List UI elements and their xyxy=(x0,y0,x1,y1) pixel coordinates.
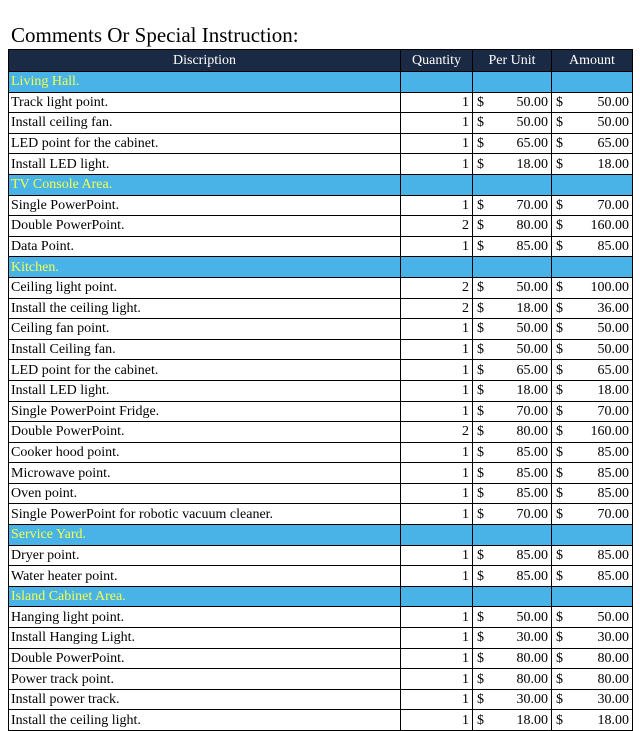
section-cell xyxy=(401,257,473,278)
item-per-unit xyxy=(473,483,552,504)
section-cell xyxy=(552,257,633,278)
currency-symbol: $ xyxy=(477,547,484,563)
column-header-amount: Amount xyxy=(552,50,633,72)
table-row xyxy=(9,607,633,628)
currency-symbol: $ xyxy=(556,218,563,234)
section-cell xyxy=(473,72,552,93)
section-cell xyxy=(552,72,633,93)
currency-symbol: $ xyxy=(556,547,563,563)
item-description: Track light point. xyxy=(9,92,401,113)
currency-symbol: $ xyxy=(477,486,484,502)
item-per-unit xyxy=(473,298,552,319)
currency-symbol: $ xyxy=(477,465,484,481)
currency-symbol: $ xyxy=(477,671,484,687)
item-amount xyxy=(552,483,633,504)
currency-symbol: $ xyxy=(477,362,484,378)
table-row xyxy=(9,133,633,154)
amount-value: 85.00 xyxy=(597,568,629,584)
amount-value: 50.00 xyxy=(597,321,629,337)
per-unit-value: 18.00 xyxy=(516,156,548,172)
amount-value: 85.00 xyxy=(597,239,629,255)
item-description: LED point for the cabinet. xyxy=(9,133,401,154)
item-quantity: 1 xyxy=(401,648,473,669)
section-cell xyxy=(552,525,633,546)
table-row xyxy=(9,689,633,710)
amount-value: 80.00 xyxy=(597,671,629,687)
column-header-per-unit: Per Unit xyxy=(473,50,552,72)
table-row xyxy=(9,113,633,134)
item-amount xyxy=(552,545,633,566)
per-unit-value: 50.00 xyxy=(516,321,548,337)
item-amount xyxy=(552,195,633,216)
item-per-unit xyxy=(473,319,552,340)
item-quantity: 1 xyxy=(401,463,473,484)
currency-symbol: $ xyxy=(556,383,563,399)
section-label: TV Console Area. xyxy=(9,174,401,195)
per-unit-value: 18.00 xyxy=(516,712,548,728)
amount-value: 70.00 xyxy=(597,197,629,213)
item-per-unit xyxy=(473,442,552,463)
per-unit-value: 85.00 xyxy=(516,547,548,563)
section-cell xyxy=(473,257,552,278)
table-row xyxy=(9,483,633,504)
item-amount xyxy=(552,648,633,669)
item-quantity: 1 xyxy=(401,689,473,710)
table-header-row xyxy=(9,50,633,72)
section-row xyxy=(9,72,633,93)
currency-symbol: $ xyxy=(477,403,484,419)
item-amount xyxy=(552,566,633,587)
section-label: Living Hall. xyxy=(9,72,401,93)
section-cell xyxy=(401,525,473,546)
table-row xyxy=(9,154,633,175)
per-unit-value: 85.00 xyxy=(516,465,548,481)
table-row xyxy=(9,92,633,113)
item-per-unit xyxy=(473,628,552,649)
per-unit-value: 65.00 xyxy=(516,362,548,378)
currency-symbol: $ xyxy=(477,218,484,234)
currency-symbol: $ xyxy=(477,136,484,152)
amount-value: 85.00 xyxy=(597,486,629,502)
item-amount xyxy=(552,422,633,443)
item-amount xyxy=(552,689,633,710)
item-quantity: 1 xyxy=(401,319,473,340)
currency-symbol: $ xyxy=(556,362,563,378)
per-unit-value: 70.00 xyxy=(516,197,548,213)
per-unit-value: 70.00 xyxy=(516,506,548,522)
column-header-quantity: Quantity xyxy=(401,50,473,72)
amount-value: 65.00 xyxy=(597,362,629,378)
currency-symbol: $ xyxy=(477,692,484,708)
currency-symbol: $ xyxy=(556,197,563,213)
section-cell xyxy=(401,72,473,93)
item-description: Microwave point. xyxy=(9,463,401,484)
item-quantity: 1 xyxy=(401,133,473,154)
item-quantity: 1 xyxy=(401,154,473,175)
item-quantity: 1 xyxy=(401,483,473,504)
item-description: Install the ceiling light. xyxy=(9,298,401,319)
item-description: Ceiling fan point. xyxy=(9,319,401,340)
section-row xyxy=(9,174,633,195)
per-unit-value: 80.00 xyxy=(516,424,548,440)
table-row xyxy=(9,277,633,298)
item-description: Oven point. xyxy=(9,483,401,504)
table-row xyxy=(9,566,633,587)
currency-symbol: $ xyxy=(556,342,563,358)
currency-symbol: $ xyxy=(556,486,563,502)
item-amount xyxy=(552,669,633,690)
currency-symbol: $ xyxy=(477,197,484,213)
item-per-unit xyxy=(473,545,552,566)
item-description: Install power track. xyxy=(9,689,401,710)
column-header-description: Discription xyxy=(9,50,401,72)
section-label: Kitchen. xyxy=(9,257,401,278)
currency-symbol: $ xyxy=(477,321,484,337)
amount-value: 70.00 xyxy=(597,506,629,522)
item-quantity: 1 xyxy=(401,195,473,216)
per-unit-value: 80.00 xyxy=(516,650,548,666)
currency-symbol: $ xyxy=(477,424,484,440)
item-quantity: 1 xyxy=(401,566,473,587)
amount-value: 80.00 xyxy=(597,650,629,666)
table-row xyxy=(9,195,633,216)
currency-symbol: $ xyxy=(477,300,484,316)
table-row xyxy=(9,628,633,649)
item-per-unit xyxy=(473,401,552,422)
item-description: Double PowerPoint. xyxy=(9,216,401,237)
item-per-unit xyxy=(473,236,552,257)
item-description: Install LED light. xyxy=(9,154,401,175)
item-amount xyxy=(552,113,633,134)
section-row xyxy=(9,525,633,546)
section-cell xyxy=(401,586,473,607)
item-description: Power track point. xyxy=(9,669,401,690)
item-amount xyxy=(552,92,633,113)
item-quantity: 1 xyxy=(401,92,473,113)
per-unit-value: 85.00 xyxy=(516,568,548,584)
item-per-unit xyxy=(473,113,552,134)
table-row xyxy=(9,710,633,731)
per-unit-value: 18.00 xyxy=(516,300,548,316)
amount-value: 70.00 xyxy=(597,403,629,419)
section-cell xyxy=(473,525,552,546)
currency-symbol: $ xyxy=(556,630,563,646)
item-quantity: 1 xyxy=(401,607,473,628)
currency-symbol: $ xyxy=(477,115,484,131)
per-unit-value: 80.00 xyxy=(516,671,548,687)
currency-symbol: $ xyxy=(556,671,563,687)
item-amount xyxy=(552,154,633,175)
per-unit-value: 30.00 xyxy=(516,692,548,708)
per-unit-value: 50.00 xyxy=(516,609,548,625)
item-amount xyxy=(552,236,633,257)
currency-symbol: $ xyxy=(477,280,484,296)
section-cell xyxy=(552,174,633,195)
per-unit-value: 65.00 xyxy=(516,136,548,152)
table-row xyxy=(9,298,633,319)
item-quantity: 1 xyxy=(401,669,473,690)
section-cell xyxy=(473,174,552,195)
item-per-unit xyxy=(473,710,552,731)
amount-value: 85.00 xyxy=(597,444,629,460)
section-cell xyxy=(473,586,552,607)
item-quantity: 1 xyxy=(401,401,473,422)
item-amount xyxy=(552,628,633,649)
table-row xyxy=(9,360,633,381)
per-unit-value: 18.00 xyxy=(516,383,548,399)
table-row xyxy=(9,463,633,484)
item-per-unit xyxy=(473,154,552,175)
per-unit-value: 85.00 xyxy=(516,486,548,502)
item-description: Single PowerPoint for robotic vacuum cleaner. xyxy=(9,504,401,525)
amount-value: 50.00 xyxy=(597,94,629,110)
section-label: Service Yard. xyxy=(9,525,401,546)
amount-value: 85.00 xyxy=(597,465,629,481)
item-amount xyxy=(552,710,633,731)
item-quantity: 1 xyxy=(401,236,473,257)
currency-symbol: $ xyxy=(477,712,484,728)
item-per-unit xyxy=(473,566,552,587)
item-amount xyxy=(552,607,633,628)
amount-value: 18.00 xyxy=(597,383,629,399)
currency-symbol: $ xyxy=(556,239,563,255)
currency-symbol: $ xyxy=(477,568,484,584)
section-cell xyxy=(401,174,473,195)
item-quantity: 1 xyxy=(401,360,473,381)
item-amount xyxy=(552,339,633,360)
currency-symbol: $ xyxy=(477,342,484,358)
currency-symbol: $ xyxy=(477,650,484,666)
item-description: Water heater point. xyxy=(9,566,401,587)
per-unit-value: 50.00 xyxy=(516,115,548,131)
item-description: Dryer point. xyxy=(9,545,401,566)
item-per-unit xyxy=(473,339,552,360)
item-per-unit xyxy=(473,422,552,443)
per-unit-value: 50.00 xyxy=(516,94,548,110)
currency-symbol: $ xyxy=(556,465,563,481)
item-quantity: 1 xyxy=(401,710,473,731)
item-amount xyxy=(552,360,633,381)
item-quantity: 2 xyxy=(401,277,473,298)
item-amount xyxy=(552,401,633,422)
item-quantity: 2 xyxy=(401,422,473,443)
item-quantity: 1 xyxy=(401,504,473,525)
per-unit-value: 80.00 xyxy=(516,218,548,234)
table-row xyxy=(9,545,633,566)
section-row xyxy=(9,586,633,607)
item-amount xyxy=(552,442,633,463)
table-row xyxy=(9,401,633,422)
item-per-unit xyxy=(473,607,552,628)
item-description: Data Point. xyxy=(9,236,401,257)
item-per-unit xyxy=(473,92,552,113)
item-per-unit xyxy=(473,380,552,401)
item-description: Install ceiling fan. xyxy=(9,113,401,134)
per-unit-value: 85.00 xyxy=(516,444,548,460)
item-amount xyxy=(552,133,633,154)
amount-value: 30.00 xyxy=(597,692,629,708)
table-row xyxy=(9,339,633,360)
item-amount xyxy=(552,504,633,525)
item-description: Ceiling light point. xyxy=(9,277,401,298)
item-per-unit xyxy=(473,689,552,710)
item-quantity: 1 xyxy=(401,113,473,134)
amount-value: 18.00 xyxy=(597,712,629,728)
per-unit-value: 85.00 xyxy=(516,239,548,255)
currency-symbol: $ xyxy=(477,506,484,522)
amount-value: 85.00 xyxy=(597,547,629,563)
item-quantity: 1 xyxy=(401,545,473,566)
item-quantity: 2 xyxy=(401,216,473,237)
per-unit-value: 70.00 xyxy=(516,403,548,419)
currency-symbol: $ xyxy=(556,156,563,172)
amount-value: 100.00 xyxy=(590,280,629,296)
currency-symbol: $ xyxy=(556,712,563,728)
table-row xyxy=(9,216,633,237)
per-unit-value: 30.00 xyxy=(516,630,548,646)
item-amount xyxy=(552,216,633,237)
currency-symbol: $ xyxy=(477,156,484,172)
item-per-unit xyxy=(473,669,552,690)
table-row xyxy=(9,442,633,463)
currency-symbol: $ xyxy=(477,609,484,625)
item-amount xyxy=(552,380,633,401)
currency-symbol: $ xyxy=(477,383,484,399)
section-row xyxy=(9,257,633,278)
item-quantity: 1 xyxy=(401,628,473,649)
table-row xyxy=(9,319,633,340)
section-cell xyxy=(552,586,633,607)
currency-symbol: $ xyxy=(556,136,563,152)
currency-symbol: $ xyxy=(477,239,484,255)
currency-symbol: $ xyxy=(556,115,563,131)
item-per-unit xyxy=(473,133,552,154)
item-per-unit xyxy=(473,360,552,381)
item-description: Double PowerPoint. xyxy=(9,648,401,669)
item-description: Install Hanging Light. xyxy=(9,628,401,649)
item-per-unit xyxy=(473,216,552,237)
item-description: Install the ceiling light. xyxy=(9,710,401,731)
currency-symbol: $ xyxy=(556,692,563,708)
item-quantity: 1 xyxy=(401,380,473,401)
page-title: Comments Or Special Instruction: xyxy=(11,23,299,47)
amount-value: 30.00 xyxy=(597,630,629,646)
table-row xyxy=(9,669,633,690)
amount-value: 18.00 xyxy=(597,156,629,172)
currency-symbol: $ xyxy=(556,424,563,440)
amount-value: 160.00 xyxy=(590,218,629,234)
item-description: Double PowerPoint. xyxy=(9,422,401,443)
currency-symbol: $ xyxy=(556,444,563,460)
item-description: Install Ceiling fan. xyxy=(9,339,401,360)
per-unit-value: 50.00 xyxy=(516,280,548,296)
amount-value: 65.00 xyxy=(597,136,629,152)
per-unit-value: 50.00 xyxy=(516,342,548,358)
table-row xyxy=(9,236,633,257)
amount-value: 36.00 xyxy=(597,300,629,316)
currency-symbol: $ xyxy=(556,280,563,296)
item-per-unit xyxy=(473,277,552,298)
currency-symbol: $ xyxy=(477,94,484,110)
item-per-unit xyxy=(473,195,552,216)
table-row xyxy=(9,648,633,669)
item-quantity: 1 xyxy=(401,339,473,360)
currency-symbol: $ xyxy=(556,321,563,337)
item-description: Install LED light. xyxy=(9,380,401,401)
table-body xyxy=(9,72,633,731)
table-row xyxy=(9,380,633,401)
amount-value: 160.00 xyxy=(590,424,629,440)
currency-symbol: $ xyxy=(477,444,484,460)
currency-symbol: $ xyxy=(556,609,563,625)
currency-symbol: $ xyxy=(556,506,563,522)
amount-value: 50.00 xyxy=(597,609,629,625)
item-per-unit xyxy=(473,648,552,669)
currency-symbol: $ xyxy=(556,650,563,666)
item-amount xyxy=(552,463,633,484)
item-per-unit xyxy=(473,463,552,484)
currency-symbol: $ xyxy=(556,300,563,316)
item-amount xyxy=(552,277,633,298)
item-description: Single PowerPoint. xyxy=(9,195,401,216)
section-label: Island Cabinet Area. xyxy=(9,586,401,607)
item-description: Hanging light point. xyxy=(9,607,401,628)
currency-symbol: $ xyxy=(556,94,563,110)
currency-symbol: $ xyxy=(556,568,563,584)
quotation-table xyxy=(8,49,633,731)
amount-value: 50.00 xyxy=(597,115,629,131)
item-per-unit xyxy=(473,504,552,525)
currency-symbol: $ xyxy=(556,403,563,419)
item-amount xyxy=(552,298,633,319)
item-description: LED point for the cabinet. xyxy=(9,360,401,381)
item-quantity: 1 xyxy=(401,442,473,463)
currency-symbol: $ xyxy=(477,630,484,646)
amount-value: 50.00 xyxy=(597,342,629,358)
table-row xyxy=(9,504,633,525)
item-description: Cooker hood point. xyxy=(9,442,401,463)
item-amount xyxy=(552,319,633,340)
item-quantity: 2 xyxy=(401,298,473,319)
table-row xyxy=(9,422,633,443)
item-description: Single PowerPoint Fridge. xyxy=(9,401,401,422)
